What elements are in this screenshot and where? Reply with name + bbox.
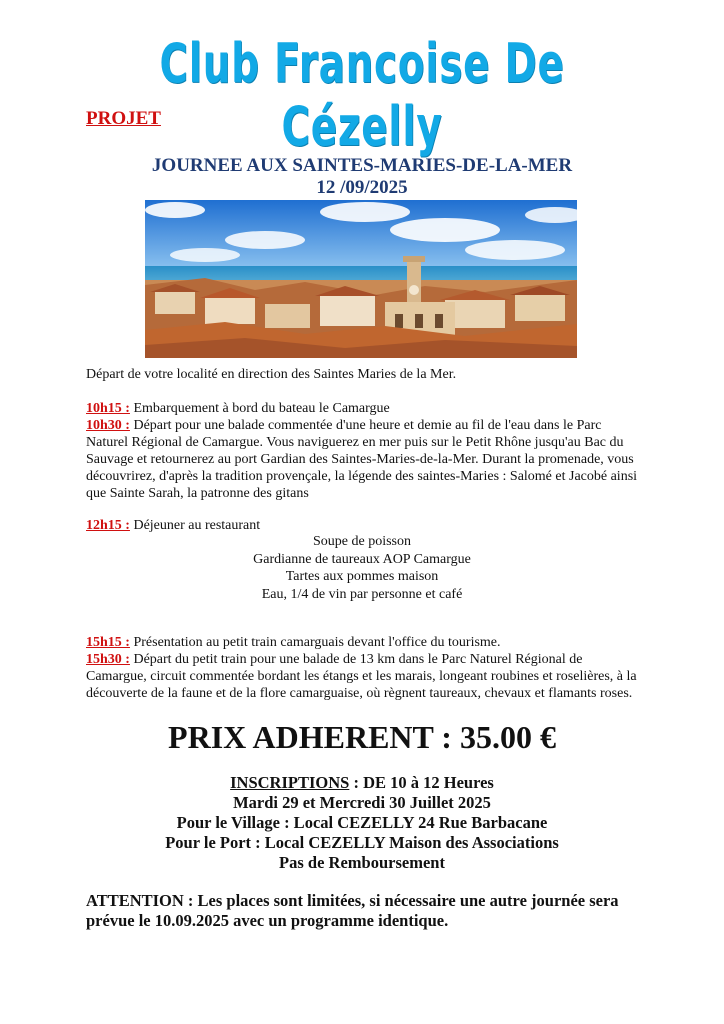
registration-hours: : DE 10 à 12 Heures [349,773,494,792]
registration-port: Pour le Port : Local CEZELLY Maison des Associations [165,833,559,852]
projet-label: PROJET [86,108,161,129]
schedule-item [86,517,646,534]
registration-label: INSCRIPTIONS [230,773,350,792]
schedule-text: Embarquement à bord du bateau le Camargue [129,401,390,416]
menu-item: Tartes aux pommes maison [285,569,439,584]
price-heading: PRIX ADHERENT : 35.00 € [168,719,556,755]
registration-block [0,773,724,873]
schedule-text: Départ du petit train pour une balade de 13 km dans le Parc Naturel Régional de Camargue, circuit commentée bordant les étangs et les marais, longeant roubines et roselières, à la découverte de la faune et de la flore camarguaise, où règnent taureaux, chevaux et flamants roses. [86,652,637,701]
schedule-time: 10h15 : [86,401,130,416]
registration-village: Pour le Village : Local CEZELLY 24 Rue Barbacane [176,813,548,832]
registration-dates: Mardi 29 et Mercredi 30 Juillet 2025 [233,793,491,812]
event-heading [0,155,724,199]
menu-item: Gardianne de taureaux AOP Camargue [253,551,471,567]
schedule-item [86,651,646,702]
registration-line [0,773,724,793]
schedule-text: Déjeuner au restaurant [129,518,261,533]
schedule-time: 12h15 : [86,518,130,533]
menu-item: Eau, 1/4 de vin par personne et café [261,586,463,602]
schedule-item [86,400,646,417]
no-refund-note: Pas de Remboursement [279,853,445,872]
schedule-item [86,634,646,651]
schedule-text: Présentation au petit train camarguais devant l'office du tourisme. [129,635,501,650]
event-date: 12 /09/2025 [316,177,408,198]
menu-item: Soupe de poisson [313,534,411,549]
lunch-menu [0,533,724,603]
schedule-item [86,417,646,502]
schedule-time: 10h30 : [86,418,130,433]
attention-note: ATTENTION : Les places sont limitées, si nécessaire une autre journée sera prévue le 10.09.2025 avec un programme identique. [86,891,619,930]
intro-text: Départ de votre localité en direction des Saintes Maries de la Mer. [86,367,457,382]
village-photo [145,200,577,358]
saintes-maries-illustration [145,200,577,358]
event-title: JOURNEE AUX SAINTES-MARIES-DE-LA-MER [151,155,573,176]
club-title: Club Francoise De Cézelly [159,32,565,158]
schedule-time: 15h15 : [86,635,130,650]
schedule-time: 15h30 : [86,652,130,667]
schedule-text: Départ pour une balade commentée d'une heure et demie au fil de l'eau dans le Parc Naturel Régional de Camargue. Vous naviguerez en mer puis sur le Petit Rhône jusqu'au Bac du Sauvage et retournerez au port Gardian des Saintes-Maries-de-la-Mer. Durant la promenade, vous découvrirez, d'après la tradition provençale, la légende des saintes-Maries : Salomé et Jacobé ainsi que Sainte Sarah, la patronne des gitans [86,418,638,501]
